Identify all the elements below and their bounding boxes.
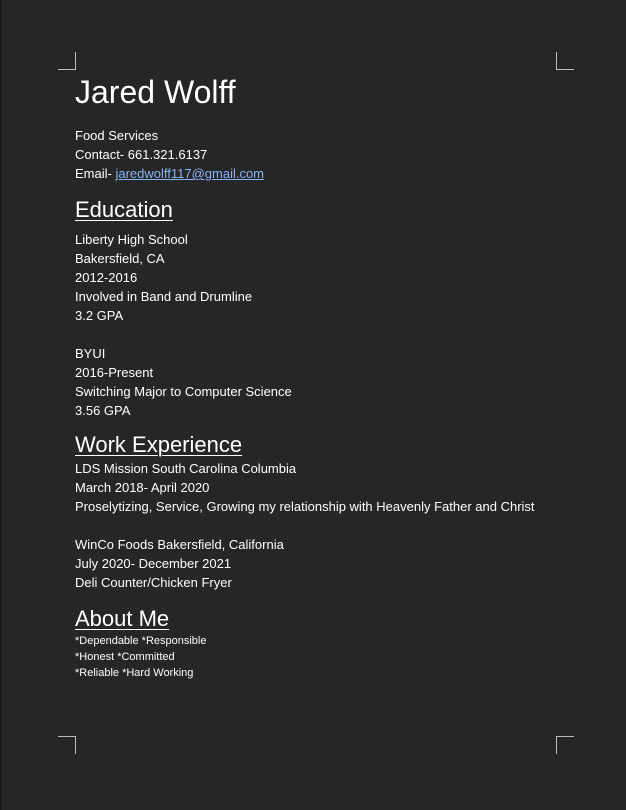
email-link[interactable]: jaredwolff117@gmail.com bbox=[115, 166, 265, 181]
about-line: *Reliable *Hard Working bbox=[75, 667, 194, 679]
education-line: BYUI bbox=[75, 346, 106, 361]
education-entry bbox=[75, 344, 555, 420]
margin-corner-bottom-left bbox=[58, 736, 76, 754]
email-line bbox=[75, 164, 555, 183]
contact-line bbox=[75, 145, 555, 164]
education-line: Bakersfield, CA bbox=[75, 251, 165, 266]
education-line: 3.56 GPA bbox=[75, 403, 131, 418]
resume-subtitle: Food Services bbox=[75, 128, 159, 143]
work-line: Proselytizing, Service, Growing my relationship with Heavenly Father and Christ bbox=[75, 499, 535, 514]
education-line: Switching Major to Computer Science bbox=[75, 384, 292, 399]
education-line: 3.2 GPA bbox=[75, 308, 124, 323]
contact-label: Contact- bbox=[75, 147, 128, 162]
work-line: July 2020- December 2021 bbox=[75, 556, 232, 571]
work-line: March 2018- April 2020 bbox=[75, 480, 210, 495]
work-entry bbox=[75, 535, 555, 592]
education-line: Liberty High School bbox=[75, 232, 188, 247]
email-label: Email- bbox=[75, 166, 116, 181]
work-line: LDS Mission South Carolina Columbia bbox=[75, 461, 297, 476]
work-entry bbox=[75, 459, 555, 516]
education-line: Involved in Band and Drumline bbox=[75, 289, 253, 304]
work-line: Deli Counter/Chicken Fryer bbox=[75, 575, 232, 590]
about-line: *Honest *Committed bbox=[75, 651, 175, 663]
resume-name: Jared Wolff bbox=[75, 74, 236, 110]
education-line: 2012-2016 bbox=[75, 270, 138, 285]
margin-corner-top-left bbox=[58, 52, 76, 70]
about-me-heading: About Me bbox=[75, 606, 170, 631]
about-list bbox=[75, 633, 555, 681]
education-line: 2016-Present bbox=[75, 365, 154, 380]
spacer bbox=[75, 516, 555, 535]
about-line: *Dependable *Responsible bbox=[75, 635, 207, 647]
education-heading: Education bbox=[75, 197, 173, 222]
work-experience-heading: Work Experience bbox=[75, 432, 243, 457]
margin-corner-bottom-right bbox=[556, 736, 574, 754]
spacer bbox=[75, 325, 555, 344]
resume-body[interactable] bbox=[75, 72, 555, 681]
education-entry bbox=[75, 230, 555, 325]
phone-number: 661.321.6137 bbox=[127, 147, 208, 162]
margin-corner-top-right bbox=[556, 52, 574, 70]
window-edge bbox=[0, 0, 2, 810]
work-line: WinCo Foods Bakersfield, California bbox=[75, 537, 284, 552]
